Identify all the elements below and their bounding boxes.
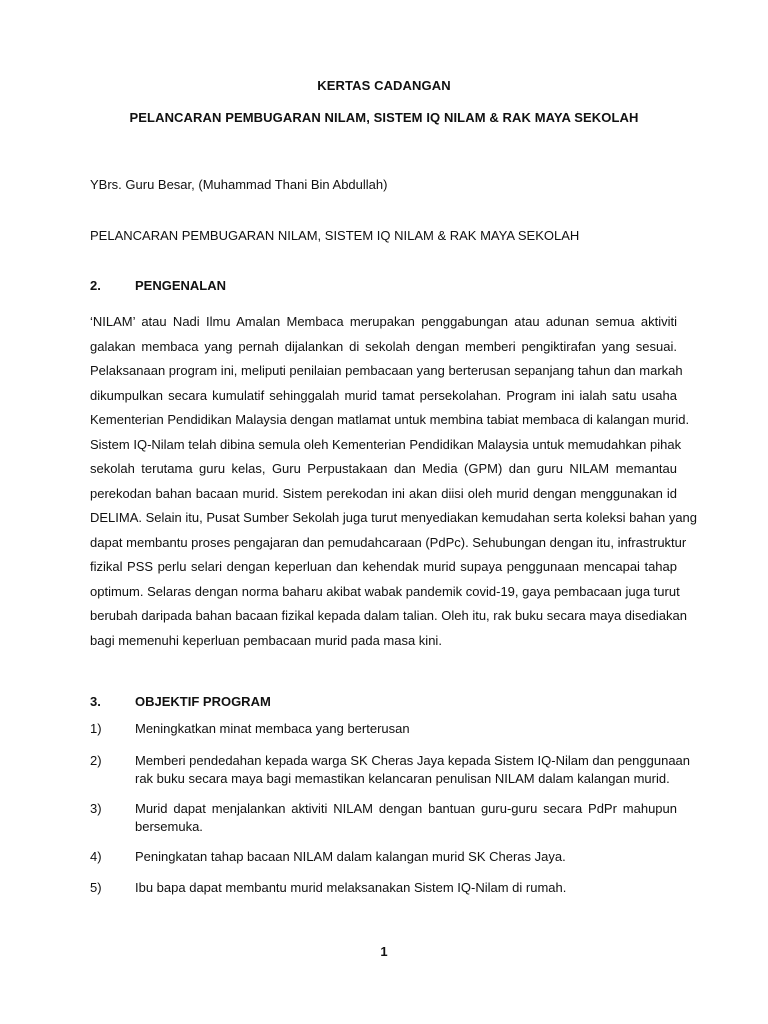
objective-text: bersemuka. [135, 819, 203, 834]
paragraph-line: perekodan bahan bacaan murid. Sistem perekodan ini akan diisi oleh murid dengan menggunakan id [90, 485, 677, 501]
paragraph-line: DELIMA. Selain itu, Pusat Sumber Sekolah juga turut menyediakan kemudahan serta koleksi bahan yang [90, 510, 698, 525]
paragraph-line: galakan membaca yang pernah dijalankan di sekolah dengan memberi pengiktirafan yang sesuai. [90, 338, 677, 354]
objective-item [90, 800, 677, 836]
section-title: OBJEKTIF PROGRAM [135, 694, 271, 709]
section-heading-pengenalan [90, 278, 226, 293]
objective-item [90, 879, 677, 897]
paragraph-line: Pelaksanaan program ini, meliputi penilaian pembacaan yang berterusan sepanjang tahun dan markah [90, 363, 683, 378]
section-heading-objektif [90, 694, 271, 709]
section-title: PENGENALAN [135, 278, 227, 293]
document-title: KERTAS CADANGAN [317, 78, 451, 93]
objective-number: 5) [90, 880, 102, 895]
salutation: YBrs. Guru Besar, (Muhammad Thani Bin Abdullah) [90, 177, 388, 192]
objective-number: 3) [90, 801, 102, 816]
section-number: 3. [90, 694, 101, 709]
intro-paragraph [90, 310, 698, 653]
paragraph-line: bagi memenuhi keperluan pembacaan murid pada masa kini. [90, 632, 442, 648]
paragraph-line: Sistem IQ-Nilam telah dibina semula oleh Kementerian Pendidikan Malaysia untuk memudahkan pihak [90, 436, 682, 452]
objective-number: 4) [90, 849, 102, 864]
objective-text: Peningkatan tahap bacaan NILAM dalam kalangan murid SK Cheras Jaya. [135, 849, 566, 864]
paragraph-line: optimum. Selaras dengan norma baharu akibat wabak pandemik covid-19, gaya pembacaan juga turut [90, 583, 680, 599]
paragraph-line: dikumpulkan secara kumulatif sehinggalah murid tamat persekolahan. Program ini ialah satu usaha [90, 387, 677, 403]
objective-text: Memberi pendedahan kepada warga SK Cheras Jaya kepada Sistem IQ-Nilam dan penggunaan [135, 753, 691, 768]
objective-text: Ibu bapa dapat membantu murid melaksanakan Sistem IQ-Nilam di rumah. [135, 880, 567, 895]
paragraph-line: berubah daripada bahan bacaan fizikal kepada dalam talian. Oleh itu, rak buku secara maya disediakan [90, 608, 687, 623]
paragraph-line: Kementerian Pendidikan Malaysia dengan matlamat untuk membina tabiat membaca di kalangan murid. [90, 412, 690, 427]
objective-number: 2) [90, 753, 102, 768]
objective-item [90, 720, 677, 738]
page-number: 1 [380, 944, 388, 959]
paragraph-line: ‘NILAM’ atau Nadi Ilmu Amalan Membaca merupakan penggabungan atau adunan semua aktiviti [90, 314, 677, 329]
objective-item [90, 848, 677, 866]
objective-number: 1) [90, 721, 102, 736]
objective-text: rak buku secara maya bagi memastikan kelancaran penulisan NILAM dalam kalangan murid. [135, 771, 670, 786]
objective-item [90, 752, 691, 788]
section-number: 2. [90, 278, 101, 293]
objective-text: Meningkatkan minat membaca yang berterusan [135, 721, 410, 736]
document-subtitle: PELANCARAN PEMBUGARAN NILAM, SISTEM IQ NILAM & RAK MAYA SEKOLAH [129, 110, 639, 125]
paragraph-line: fizikal PSS perlu selari dengan keperluan dan kehendak murid supaya penggunaan mencapai tahap [90, 559, 677, 574]
subject-line: PELANCARAN PEMBUGARAN NILAM, SISTEM IQ NILAM & RAK MAYA SEKOLAH [90, 228, 580, 243]
paragraph-line: dapat membantu proses pengajaran dan pemudahcaraan (PdPc). Sehubungan dengan itu, infrastruktur [90, 534, 687, 550]
paragraph-line: sekolah terutama guru kelas, Guru Perpustakaan dan Media (GPM) dan guru NILAM memantau [90, 461, 677, 476]
objective-text: Murid dapat menjalankan aktiviti NILAM dengan bantuan guru-guru secara PdPr mahupun [135, 801, 677, 816]
